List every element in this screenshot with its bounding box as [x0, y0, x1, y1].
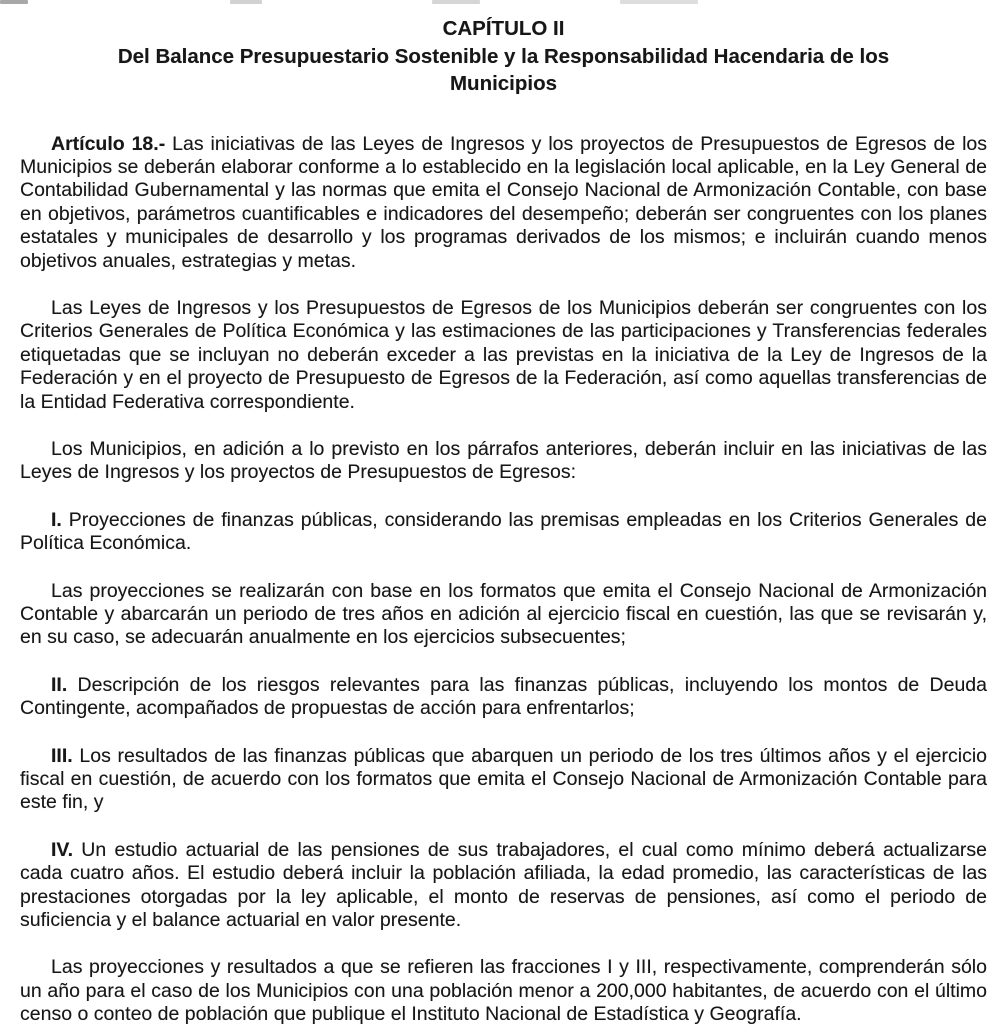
paragraph-text: Los resultados de las finanzas públicas que abarquen un periodo de los tres últimos años y el ejercicio fiscal en cuestión, de acuerdo con los formatos que emita el Consejo Nacional de Armonización Contable para este fin, y	[20, 744, 987, 814]
paragraph-text: Las proyecciones y resultados a que se refieren las fracciones I y III, respectivamente, comprenderán sólo un año para el caso de los Municipios con una población menor a 200,000 habitantes, de acuerdo con el último censo o conteo de población que publique el Instituto Nacional de Estadística y Geografía.	[20, 956, 987, 1026]
paragraph-text: Descripción de los riesgos relevantes para las finanzas públicas, incluyendo los montos de Deuda Contingente, acompañados de propuestas de acción para enfrentarlos;	[20, 673, 987, 720]
article-body	[20, 133, 987, 1027]
paragraph-articulo-18	[20, 133, 987, 273]
fraction-number-label: III.	[51, 744, 73, 767]
fraction-number-label: I.	[51, 508, 62, 531]
fraction-number-label: IV.	[51, 838, 74, 861]
fraction-number-label: II.	[51, 673, 68, 696]
cropped-text-fragment	[0, 0, 28, 4]
chapter-title-line1: Del Balance Presupuestario Sostenible y la Responsabilidad Hacendaria de los	[117, 44, 890, 68]
paragraph-text: Los Municipios, en adición a lo previsto en los párrafos anteriores, deberán incluir en las iniciativas de las Leyes de Ingresos y los proyectos de Presupuestos de Egresos:	[20, 437, 987, 484]
cropped-text-fragment	[432, 0, 480, 4]
paragraph	[20, 297, 987, 414]
paragraph-text: Un estudio actuarial de las pensiones de sus trabajadores, el cual como mínimo deberá actualizarse cada cuatro años. El estudio deberá incluir la población afiliada, la edad promedio, las características de las prestaciones otorgadas por la ley aplicable, el monto de reservas de pensiones, así como el periodo de suficiencia y el balance actuarial en valor presente.	[20, 838, 987, 932]
paragraph-fraction-iv	[20, 839, 987, 933]
paragraph	[20, 956, 987, 1026]
paragraph-text: Las iniciativas de las Leyes de Ingresos y los proyectos de Presupuestos de Egresos de los Municipios se deberán elaborar conforme a lo establecido en la legislación local aplicable, en la Ley General de Contabilidad Gubernamental y las normas que emita el Consejo Nacional de Armonización Contable, con base en objetivos, parámetros cuantificables e indicadores del desempeño; deberán ser congruentes con los planes estatales y municipales de desarrollo y los programas derivados de los mismos; e incluirán cuando menos objetivos anuales, estrategias y metas.	[20, 132, 988, 272]
paragraph	[20, 438, 987, 485]
cropped-text-fragment	[230, 0, 262, 4]
article-number-label: Artículo 18.-	[51, 132, 166, 155]
paragraph-text: Proyecciones de finanzas públicas, considerando las premisas empleadas en los Criterios Generales de Política Económica.	[20, 508, 987, 555]
chapter-number: CAPÍTULO II	[442, 17, 565, 40]
paragraph-fraction-i	[20, 509, 987, 556]
chapter-heading	[20, 15, 987, 98]
paragraph-fraction-iii	[20, 745, 987, 815]
chapter-title-line2: Municipios	[449, 72, 558, 95]
paragraph-text: Las Leyes de Ingresos y los Presupuestos de Egresos de los Municipios deberán ser congruentes con los Criterios Generales de Política Económica y las estimaciones de las participaciones y Transferencias federales etiquetadas que se incluyan no deberán exceder a las previstas en la iniciativa de la Ley de Ingresos de la Federación y en el proyecto de Presupuesto de Egresos de la Federación, así como aquellas transferencias de la Entidad Federativa correspondiente.	[20, 296, 987, 413]
paragraph-fraction-ii	[20, 674, 987, 721]
paragraph-text: Las proyecciones se realizarán con base en los formatos que emita el Consejo Nacional de Armonización Contable y abarcarán un periodo de tres años en adición al ejercicio fiscal en cuestión, las que se revisarán y, en su caso, se adecuarán anualmente en los ejercicios subsecuentes;	[20, 579, 987, 649]
cropped-text-fragment	[620, 0, 698, 4]
paragraph	[20, 580, 987, 650]
cropped-text-artifacts	[0, 0, 1000, 6]
